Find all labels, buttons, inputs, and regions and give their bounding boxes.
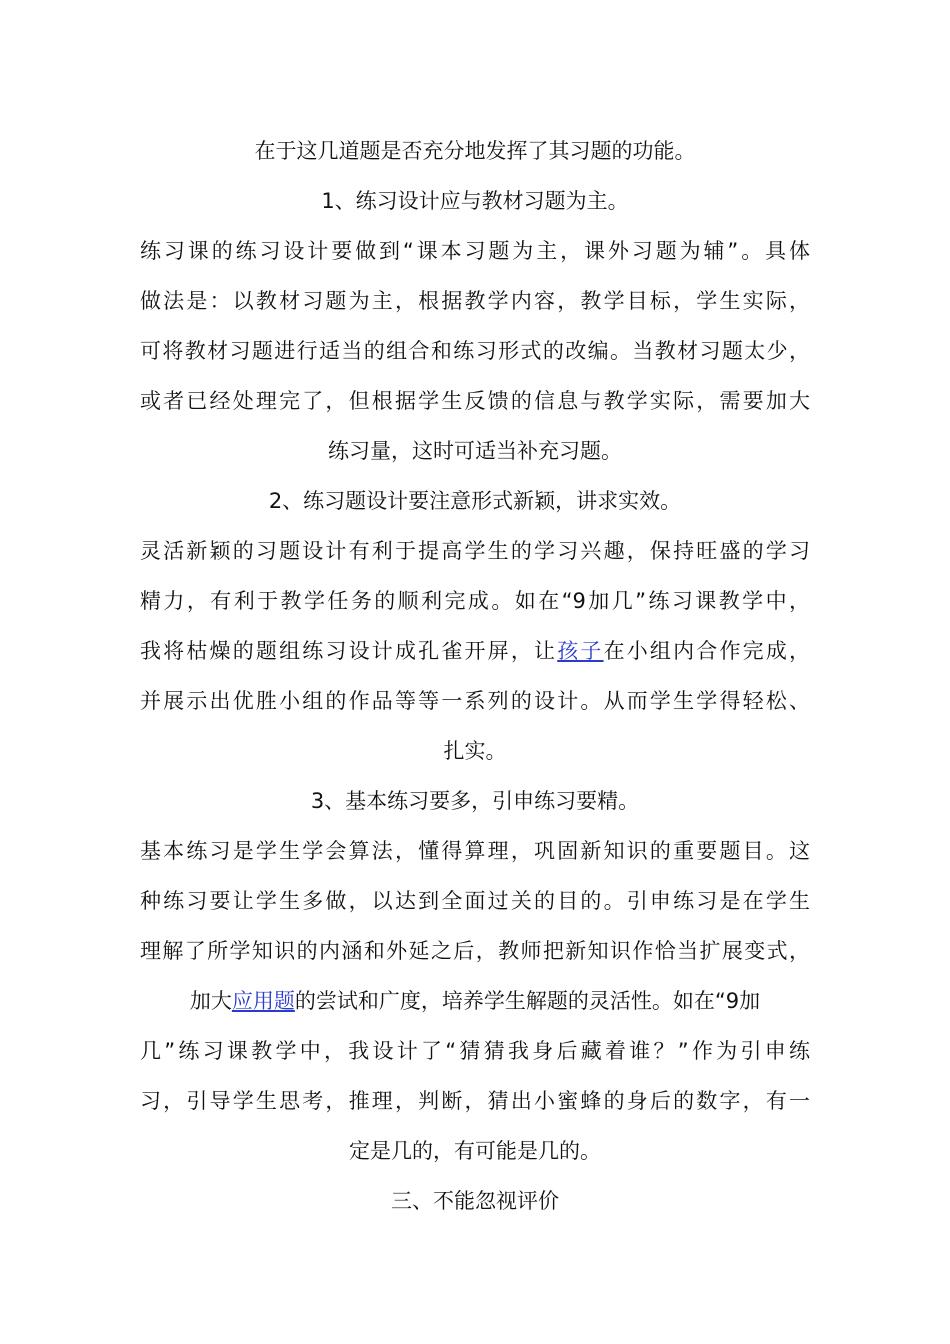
paragraph-line: 练习课的练习设计要做到“课本习题为主，课外习题为辅”。具体 [140,239,810,263]
text-span: 我将枯燥的题组练习设计成孔雀开屏，让 [140,639,558,663]
section-heading-1: 1、练习设计应与教材习题为主。 [321,189,629,213]
paragraph-line [140,626,810,676]
section-heading-3: 3、基本练习要多，引申练习要精。 [310,789,640,813]
paragraph-line: 灵活新颖的习题设计有利于提高学生的学习兴趣，保持旺盛的学习 [140,539,810,563]
paragraph-line: 基本练习是学生学会算法，懂得算理，巩固新知识的重要题目。这 [140,839,810,863]
text-span: 的尝试和广度，培养学生解题的灵活性。如在“9加 [294,989,761,1013]
paragraph-line: 扎实。 [443,739,507,763]
paragraph-line: 练习量，这时可适当补充习题。 [328,439,622,463]
paragraph-line: 并展示出优胜小组的作品等等一系列的设计。从而学生学得轻松、 [140,689,810,713]
paragraph-line [140,976,810,1026]
paragraph-line: 几”练习课教学中，我设计了“猜猜我身后藏着谁？”作为引申练 [140,1039,810,1063]
chapter-heading: 三、不能忽视评价 [391,1189,559,1213]
text-span: 加大 [189,989,232,1013]
paragraph-line: 种练习要让学生多做，以达到全面过关的目的。引申练习是在学生 [140,889,810,913]
paragraph-line: 在于这几道题是否充分地发挥了其习题的功能。 [254,139,696,163]
paragraph-line: 理解了所学知识的内涵和外延之后，教师把新知识作恰当扩展变式， [140,939,810,963]
paragraph-line: 做法是：以教材习题为主，根据教学内容，教学目标，学生实际， [140,289,810,313]
paragraph-line: 习，引导学生思考，推理，判断，猜出小蜜蜂的身后的数字，有一 [140,1089,810,1113]
section-heading-2: 2、练习题设计要注意形式新颖，讲求实效。 [268,489,682,513]
paragraph-line: 定是几的，有可能是几的。 [349,1139,601,1163]
paragraph-line: 精力，有利于教学任务的顺利完成。如在“9加几”练习课教学中， [140,589,810,613]
paragraph-line: 可将教材习题进行适当的组合和练习形式的改编。当教材习题太少， [140,339,810,363]
link-yingyongti[interactable]: 应用题 [231,989,295,1013]
link-haizi[interactable]: 孩子 [557,639,604,663]
text-span: 在小组内合作完成， [603,639,810,663]
paragraph-line: 或者已经处理完了，但根据学生反馈的信息与教学实际，需要加大 [140,389,810,413]
